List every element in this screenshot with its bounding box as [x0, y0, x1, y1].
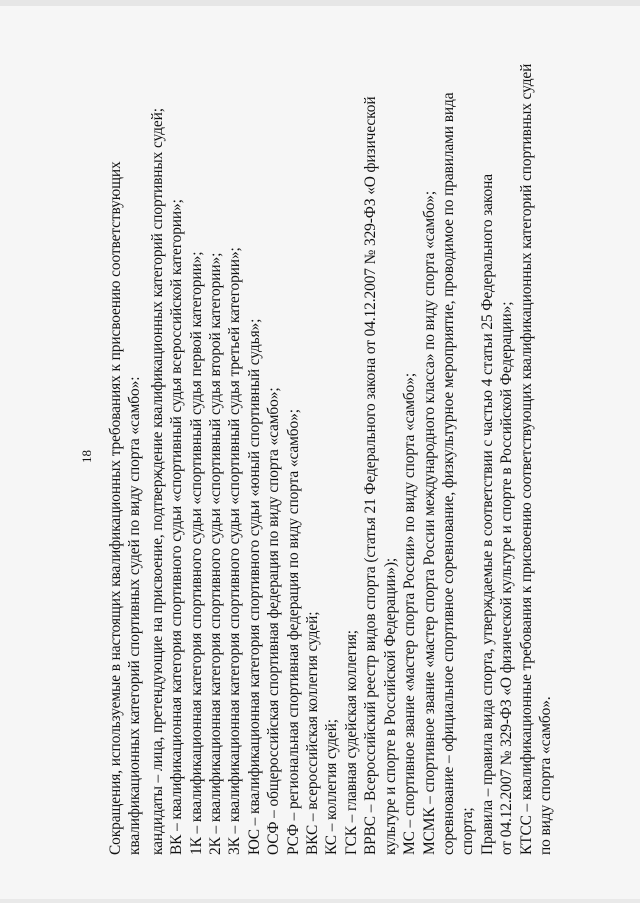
text-line: кандидаты – лица, претендующие на присвоение, подтверждение квалификационных категорий спортивных судей;	[148, 108, 166, 855]
text-line: ОСФ – общероссийская спортивная федерация по виду спорта «самбо»;	[265, 387, 283, 855]
abbreviations-text	[106, 25, 555, 855]
text-line: соревнование – официальное спортивное соревнование, физкультурное мероприятие, проводимое по правилами вида	[439, 92, 457, 855]
text-line: ГСК – главная судейская коллегия;	[342, 630, 360, 855]
text-line: МСМК – спортивное звание «мастер спорта России международного класса» по виду спорта «самбо»;	[420, 190, 438, 855]
text-line: по виду спорта «самбо».	[536, 696, 554, 855]
text-line: квалификационных категорий спортивных судей по виду спорта «самбо»:	[126, 376, 144, 855]
text-line: Сокращения, используемые в настоящих квалификационных требованиях к присвоению соответствующих	[107, 161, 124, 855]
page-number: 18	[79, 450, 94, 463]
text-line: спорта;	[459, 807, 477, 855]
scan-edge-bottom	[0, 899, 640, 903]
text-line: МС – спортивное звание «мастер спорта России» по виду спорта «самбо»;	[401, 372, 419, 855]
text-line: культуре и спорте в Российской Федерации»);	[381, 557, 399, 855]
text-line: от 04.12.2007 № 329-ФЗ «О физической культуре и спорте в Российской Федерации»;	[498, 301, 516, 855]
text-line: РСФ – региональная спортивная федерация по виду спорта «самбо»;	[284, 409, 302, 855]
text-line: 3К – квалификационная категория спортивного судьи «спортивный судья третьей категории»;	[226, 247, 244, 855]
text-line: ВКС – всероссийская коллегия судей;	[304, 611, 322, 855]
text-line: ВК – квалификационная категория спортивного судьи «спортивный судья всероссийской категории»;	[168, 199, 186, 855]
text-line: 1К – квалификационная категория спортивного судьи «спортивный судья первой категории»;	[187, 251, 205, 855]
text-line: 2К – квалификационная категория спортивного судьи «спортивный судья второй категории»;	[207, 252, 225, 855]
text-line: ВРВС – Всероссийский реестр видов спорта (статья 21 Федерального закона от 04.12.2007 № 329-ФЗ «О физической	[362, 96, 380, 855]
text-line: Правила – правила вида спорта, утверждаемые в соответствии с частью 4 статьи 25 Федерального закона	[478, 174, 496, 855]
text-line: ЮС – квалификационная категория спортивного судьи «юный спортивный судья»;	[245, 318, 263, 855]
text-line: КТСС – квалификационные требования к присвоению соответствующих квалификационных категорий спортивных судей	[517, 63, 535, 855]
text-line: КС – коллегия судей;	[323, 719, 341, 855]
